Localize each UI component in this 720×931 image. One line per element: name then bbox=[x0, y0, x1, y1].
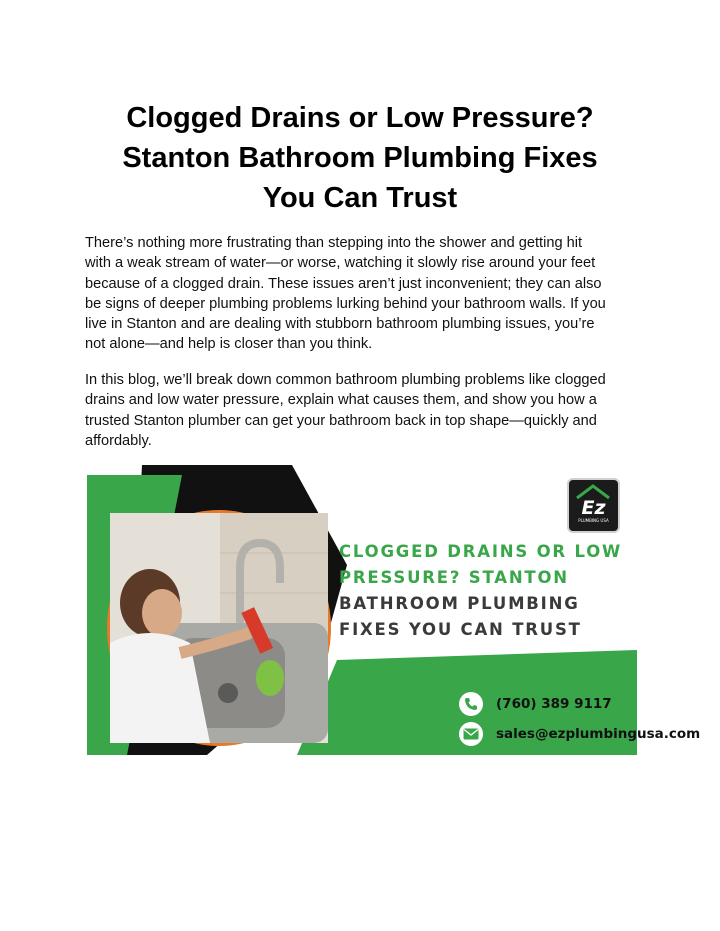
title-line: Clogged Drains or Low Pressure? bbox=[126, 102, 594, 134]
email-address: sales@ezplumbingusa.com bbox=[496, 726, 701, 742]
email-contact bbox=[459, 721, 700, 747]
ez-plumbing-logo bbox=[567, 478, 620, 533]
text-line: drains and low water pressure, explain what causes them, and show you how a bbox=[85, 392, 597, 409]
logo-subtext: PLUMBING USA bbox=[578, 518, 609, 523]
text-line: There’s nothing more frustrating than stepping into the shower and getting hit bbox=[85, 235, 583, 251]
logo-text: Ez bbox=[581, 497, 606, 519]
phone-icon bbox=[459, 692, 483, 716]
headline-line: BATHROOM PLUMBING bbox=[339, 594, 580, 613]
intro-paragraph bbox=[85, 233, 645, 355]
banner-headline bbox=[339, 539, 639, 643]
title-line: You Can Trust bbox=[262, 182, 458, 214]
headline-line: FIXES YOU CAN TRUST bbox=[339, 620, 582, 639]
page-title bbox=[60, 98, 660, 218]
text-line: not alone—and help is closer than you think. bbox=[85, 336, 373, 353]
promo-banner-image bbox=[87, 465, 701, 755]
headline-line: PRESSURE? STANTON bbox=[339, 568, 569, 587]
text-line: with a weak stream of water—or worse, watching it slowly rise around your feet bbox=[85, 255, 596, 272]
phone-contact bbox=[459, 691, 612, 717]
blog-summary-paragraph bbox=[85, 370, 645, 451]
plumber-photo bbox=[107, 510, 331, 746]
text-line: affordably. bbox=[85, 432, 152, 449]
title-line: Stanton Bathroom Plumbing Fixes bbox=[122, 142, 598, 174]
text-line: In this blog, we’ll break down common bathroom plumbing problems like clogged bbox=[85, 372, 606, 388]
headline-line: CLOGGED DRAINS OR LOW bbox=[339, 542, 623, 561]
phone-number: (760) 389 9117 bbox=[496, 696, 612, 712]
mail-icon bbox=[459, 722, 483, 746]
text-line: trusted Stanton plumber can get your bathroom back in top shape—quickly and bbox=[85, 412, 597, 429]
text-line: because of a clogged drain. These issues aren’t just inconvenient; they can also bbox=[85, 275, 602, 292]
text-line: be signs of deeper plumbing problems lurking behind your bathroom walls. If you bbox=[85, 295, 606, 312]
text-line: live in Stanton and are dealing with stubborn bathroom plumbing issues, you’re bbox=[85, 316, 595, 333]
